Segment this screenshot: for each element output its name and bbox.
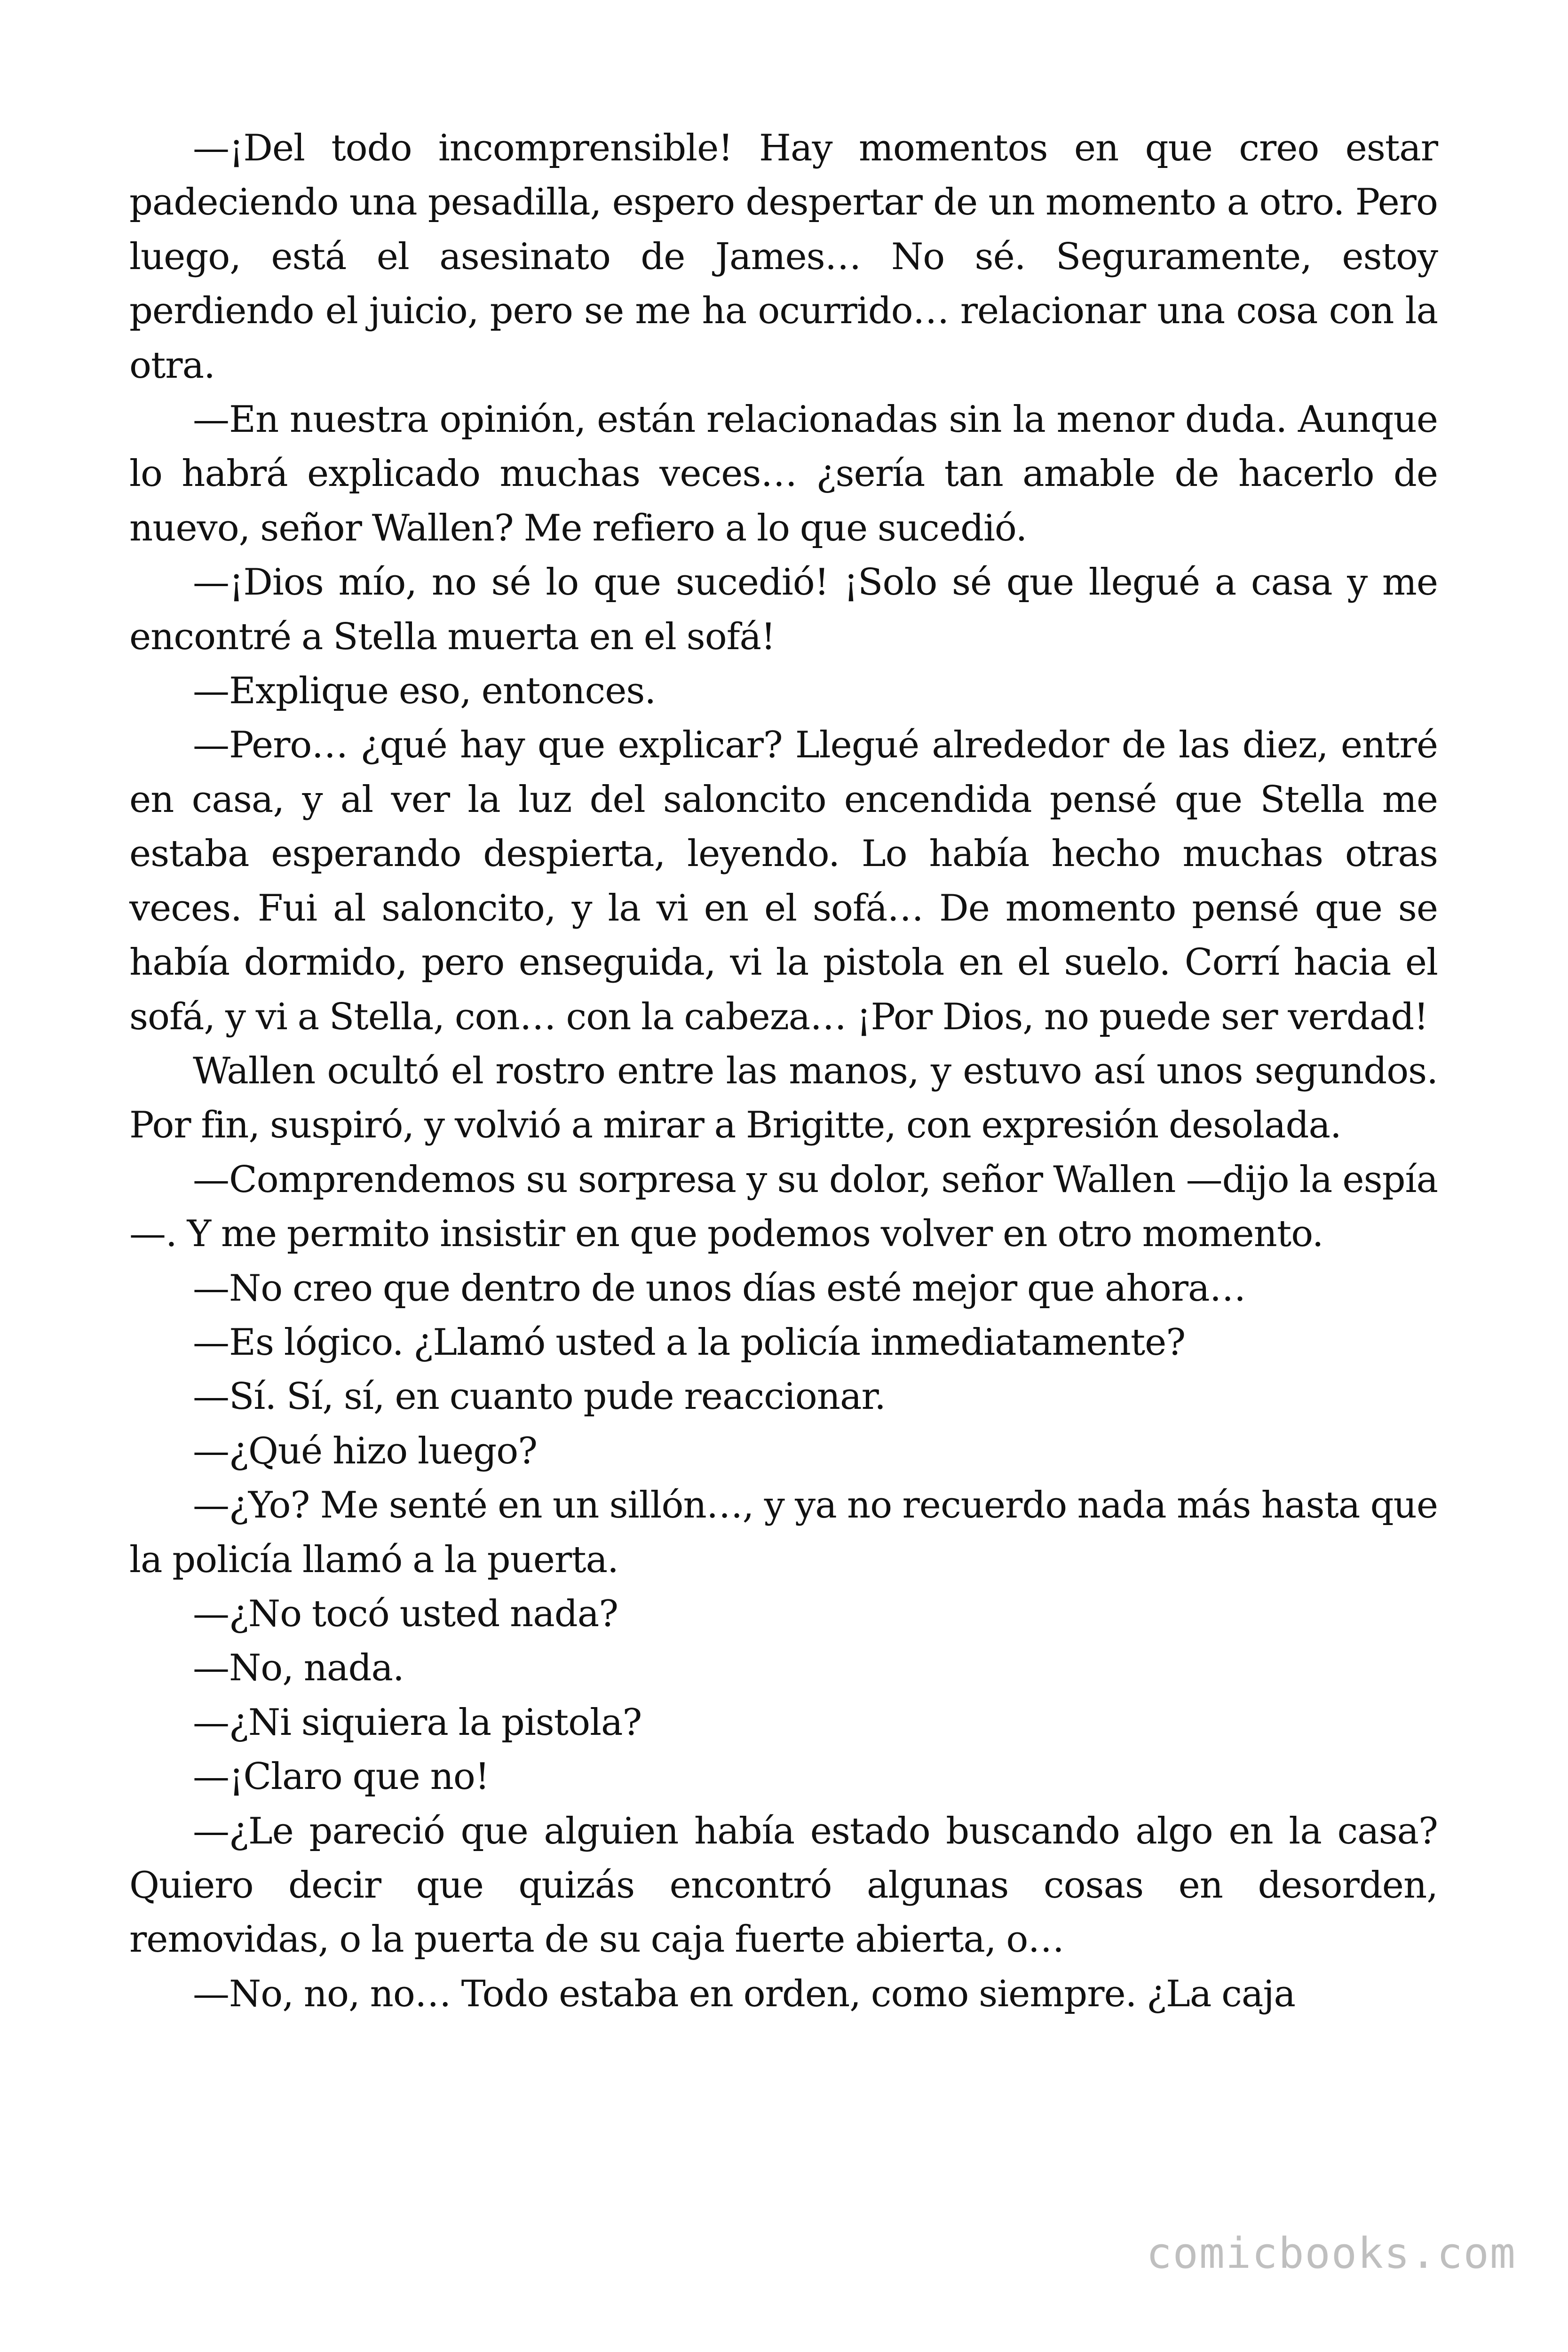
paragraph: —¿Qué hizo luego? [193,1430,538,1472]
paragraph: —¿Ni siquiera la pistola? [193,1701,642,1744]
paragraph: —¿Le pareció que alguien había estado buscando algo en la casa? Quiero decir que quizás encontró algunas cosas en desorden, removidas, o la puerta de su caja fuerte abierta, o… [129,1810,1438,1961]
paragraph: —¿Yo? Me senté en un sillón…, y ya no recuerdo nada más hasta que la policía llamó a la puerta. [129,1484,1438,1581]
paragraph: —¡Dios mío, no sé lo que sucedió! ¡Solo sé que llegué a casa y me encontré a Stella muerta en el sofá! [129,561,1438,658]
paragraph: Wallen ocultó el rostro entre las manos, y estuvo así unos segundos. Por fin, suspiró, y volvió a mirar a Brigitte, con expresión desolada. [129,1049,1438,1147]
paragraph: —¡Claro que no! [193,1756,490,1798]
paragraph: —Es lógico. ¿Llamó usted a la policía inmediatamente? [193,1321,1186,1364]
paragraph: —¿No tocó usted nada? [193,1592,618,1635]
paragraph: —Explique eso, entonces. [193,670,656,713]
paragraph: —En nuestra opinión, están relacionadas sin la menor duda. Aunque lo habrá explicado muchas veces… ¿sería tan amable de hacerlo de nuevo, señor Wallen? Me refiero a lo que sucedió. [129,398,1438,549]
paragraph: —No creo que dentro de unos días esté mejor que ahora… [193,1267,1246,1310]
paragraph: —Comprendemos su sorpresa y su dolor, señor Wallen —dijo la espía—. Y me permito insistir en que podemos volver en otro momento. [129,1158,1438,1255]
paragraph: —Pero… ¿qué hay que explicar? Llegué alrededor de las diez, entré en casa, y al ver la luz del saloncito encendida pensé que Stella me estaba esperando despierta, leyendo. Lo había hecho muchas otras veces. Fui al saloncito, y la vi en el sofá… De momento pensé que se había dormido, pero enseguida, vi la pistola en el suelo. Corrí hacia el sofá, y vi a Stella, con… con la cabeza… ¡Por Dios, no puede ser verdad! [129,724,1438,1038]
paragraph: —Sí. Sí, sí, en cuanto pude reaccionar. [193,1375,886,1418]
body-text [129,121,1438,2021]
watermark: comicbooks.com [1146,2229,1516,2278]
paragraph: —¡Del todo incomprensible! Hay momentos en que creo estar padeciendo una pesadilla, espero despertar de un momento a otro. Pero luego, está el asesinato de James… No sé. Seguramente, estoy perdiendo el juicio, pero se me ha ocurrido… relacionar una cosa con la otra. [129,127,1438,387]
paragraph: —No, no, no… Todo estaba en orden, como siempre. ¿La caja [193,1972,1296,2015]
paragraph: —No, nada. [193,1647,404,1690]
